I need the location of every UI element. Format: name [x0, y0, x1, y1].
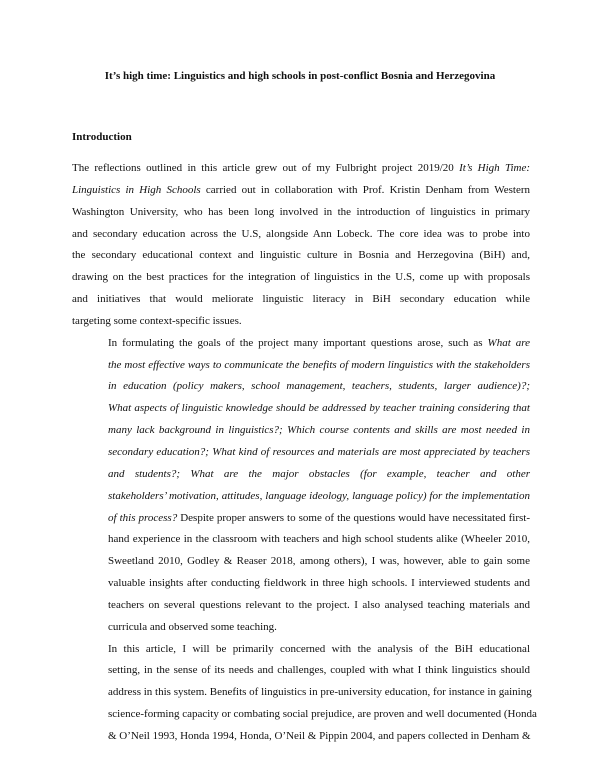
text-line — [72, 442, 530, 464]
body-text — [72, 158, 537, 748]
text-line: In formulating the goals of the project many important questions arose, such as What are — [108, 336, 530, 349]
text-line: and initiatives that would meliorate linguistic literacy in BiH secondary education while — [72, 293, 530, 306]
text-line: and secondary education across the U.S, alongside Ann Lobeck. The core idea was to probe into — [72, 227, 530, 240]
text-line — [72, 464, 530, 486]
text-line — [72, 376, 530, 398]
text-line: teachers on several questions relevant to the project. I also analysed teaching materials and — [108, 598, 530, 611]
italic-text: It’s High Time: — [459, 162, 530, 174]
text-line: hand experience in the classroom with teachers and high school students alike (Wheeler 2010, — [108, 533, 530, 546]
paper-title: It’s high time: Linguistics and high schools in post-conflict Bosnia and Herzegovina — [104, 70, 496, 82]
text-line — [72, 486, 530, 508]
italic-text: many lack background in linguistics?; Which course contents and skills are most needed in — [108, 424, 530, 437]
text-line: science-forming capacity or combating social prejudice, are proven and well documented (Honda — [108, 708, 537, 721]
text-line: setting, in the sense of its needs and challenges, coupled with what I think linguistics should — [108, 664, 530, 677]
italic-text: and students?; What are the major obstacles (for example, teacher and other — [108, 467, 530, 480]
italic-text: Linguistics in High Schools — [72, 183, 201, 196]
text-line: Washington University, who has been long involved in the introduction of linguistics in primary — [72, 205, 530, 218]
text-line: targeting some context-specific issues. — [72, 314, 242, 327]
text-line — [72, 398, 530, 420]
text-line: the secondary educational context and linguistic culture in Bosnia and Herzegovina (BiH) and, — [72, 249, 530, 262]
text-line: curricula and observed some teaching. — [108, 620, 277, 633]
italic-text: the most effective ways to communicate the benefits of modern linguistics with the stakeholders — [108, 358, 530, 371]
paragraph — [72, 639, 537, 748]
text-line — [72, 420, 530, 442]
italic-text: secondary education?; What kind of resources and materials are most appreciated by teachers — [108, 445, 530, 458]
text-line: drawing on the best practices for the integration of linguistics in the U.S, come up with proposals — [72, 271, 530, 284]
italic-text: stakeholders’ motivation, attitudes, language ideology, language policy) for the implementation — [108, 489, 530, 502]
section-heading: Introduction — [72, 131, 132, 143]
italic-text: of this process? — [108, 511, 178, 524]
paragraph — [72, 158, 530, 333]
text-line: valuable insights after conducting fieldwork in three high schools. I interviewed students and — [108, 577, 530, 590]
text-line: In this article, I will be primarily concerned with the analysis of the BiH educational — [108, 642, 530, 655]
text-line: The reflections outlined in this article grew out of my Fulbright project 2019/20 It’s High Time: — [72, 162, 530, 174]
text-line: of this process? Despite proper answers to some of the questions would have necessitated first- — [108, 511, 530, 524]
text-line — [72, 355, 530, 377]
text-line: Linguistics in High Schools carried out in collaboration with Prof. Kristin Denham from Western — [72, 183, 531, 196]
italic-text: What aspects of linguistic knowledge should be addressed by teacher training considering that — [108, 402, 530, 415]
italic-text: in education (policy makers, school management, teachers, students, larger audience)?; — [108, 380, 530, 393]
paragraph — [72, 333, 530, 639]
text-line: Sweetland 2010, Godley & Reaser 2018, among others), I was, however, able to gain some — [108, 555, 530, 568]
italic-text: What are — [487, 336, 530, 349]
text-line: & O’Neil 1993, Honda 1994, Honda, O’Neil & Pippin 2004, and papers collected in Denham & — [108, 729, 531, 742]
text-line: address in this system. Benefits of linguistics in pre-university education, for instance in gaining — [108, 686, 532, 699]
